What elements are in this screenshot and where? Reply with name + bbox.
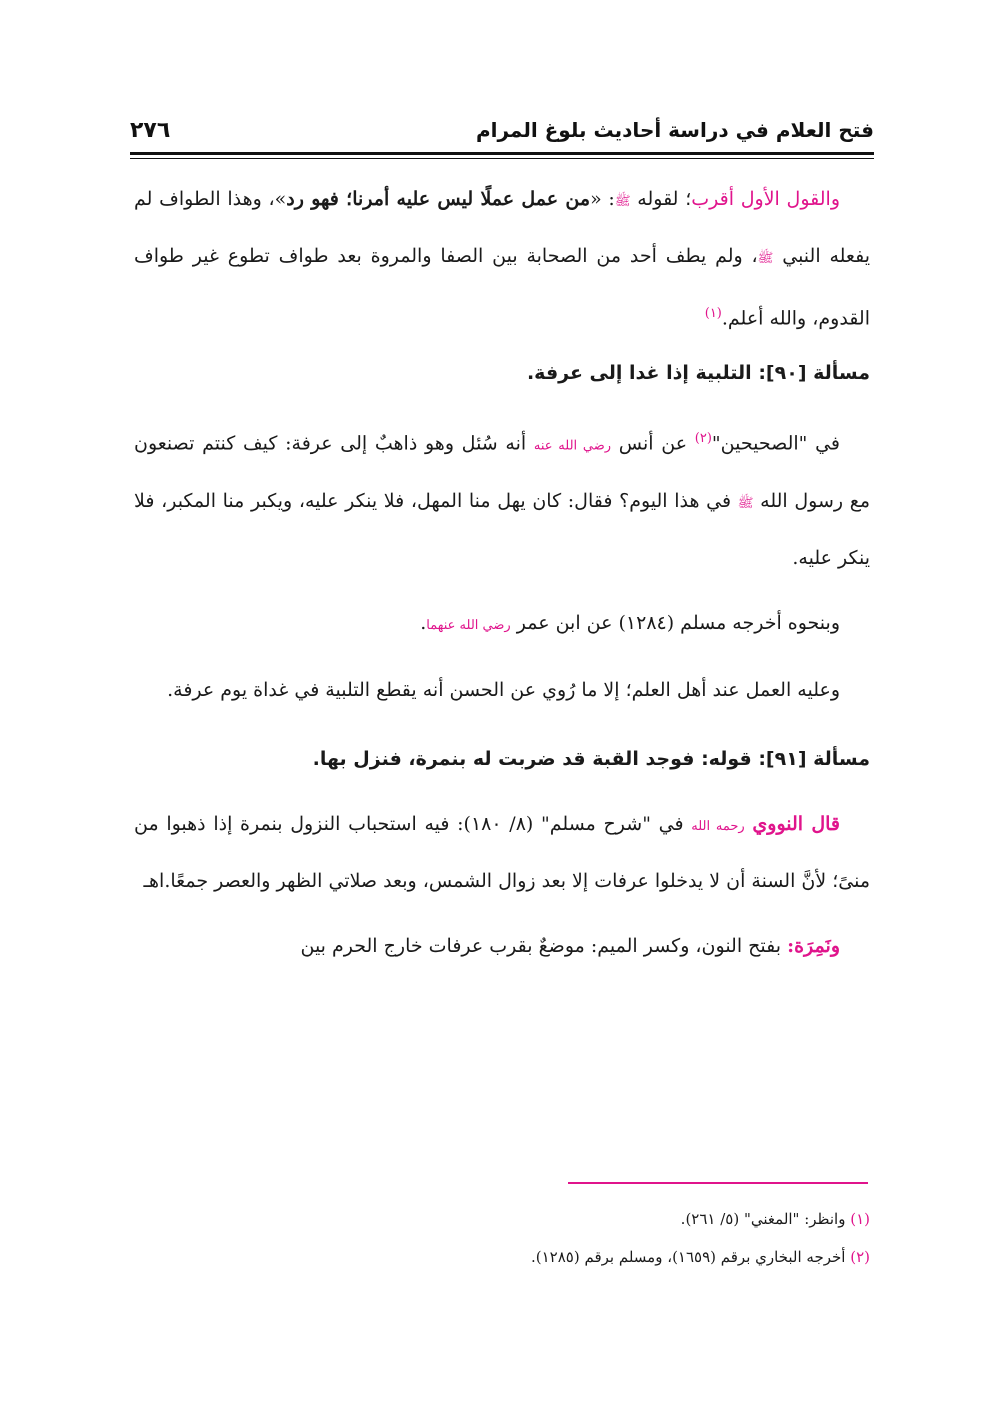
text-run: في هذا اليوم؟ فقال: كان يهل منا المهل، فلا ينكر عليه، ويكبر منا المكبر، فلا ينكر عليه. <box>134 489 870 569</box>
text-run: في "شرح مسلم" (٨/ ١٨٠): فيه استحباب النزول بنمرة إذا ذهبوا من منىً؛ لأنَّ السنة أن لا يدخلوا عرفات إلا بعد زوال الشمس، وبعد صلاتي الظهر والعصر جمعًا.اهـ <box>134 812 870 892</box>
header-rule-thick <box>130 152 874 155</box>
salawat-glyph: ﷺ <box>737 495 754 511</box>
text-run: أنه سُئل وهو ذاهبٌ إلى عرفة: كيف كنتم تصنعون مع رسول الله <box>134 432 870 512</box>
issue-title: التلبية إذا غدا إلى عرفة. <box>526 362 759 385</box>
running-header <box>130 112 874 152</box>
footnote-number: (٢) <box>850 1248 870 1266</box>
text-run: ؛ لقوله <box>630 188 692 210</box>
issue-label: مسألة [٩٠]: <box>758 362 870 385</box>
paragraph-5 <box>134 797 870 909</box>
paragraph-1 <box>134 172 870 346</box>
footnote-rule <box>568 1182 868 1184</box>
salawat-glyph: ﷺ <box>757 251 774 266</box>
text-run: بفتح النون، وكسر الميم: موضعٌ بقرب عرفات خارج الحرم بين <box>300 934 788 957</box>
footnote-number: (١) <box>850 1210 870 1228</box>
issue-heading-90 <box>134 346 870 401</box>
text-run: »، وهذا الطواف لم يفعله النبي <box>134 188 870 267</box>
opinion-lead: والقول الأول أقرب <box>691 188 841 210</box>
issue-heading-91 <box>134 732 870 787</box>
scholar-name: قال النووي <box>752 812 841 835</box>
text-run: . <box>420 611 427 634</box>
footnote-text: وانظر: "المغني" (٥/ ٢٦١). <box>680 1210 851 1228</box>
paragraph-3 <box>134 596 870 653</box>
radiallahu-glyph: رضي الله عنه <box>533 438 612 454</box>
text-run: وبنحوه أخرجه مسلم (١٢٨٤) عن ابن عمر <box>510 611 840 634</box>
issue-label: مسألة [٩١]: <box>758 747 870 770</box>
footnote-ref-1[interactable]: (١) <box>704 306 722 321</box>
page-number: ٢٧٦ <box>130 118 171 143</box>
issue-title: قوله: فوجد القبة قد ضربت له بنمرة، فنزل بها. <box>312 747 759 770</box>
footnote-1 <box>134 1200 870 1238</box>
paragraph-4: وعليه العمل عند أهل العلم؛ إلا ما رُوي عن الحسن أنه يقطع التلبية في غداة يوم عرفة. <box>167 678 840 701</box>
footnotes <box>134 1200 870 1276</box>
footnote-2 <box>134 1238 870 1276</box>
text-run: عن أنس <box>611 432 695 455</box>
term-lead: ونَمِرَة: <box>787 934 840 957</box>
footnote-text: أخرجه البخاري برقم (١٦٥٩)، ومسلم برقم (١٢٨٥). <box>531 1248 851 1266</box>
footnote-ref-2[interactable]: (٢) <box>694 431 712 447</box>
salawat-glyph: ﷺ <box>614 194 631 209</box>
page-body <box>134 172 870 974</box>
paragraph-2 <box>134 411 870 585</box>
radiallahu-glyph: رضي الله عنهما <box>426 617 511 633</box>
book-title: فتح العلام في دراسة أحاديث بلوغ المرام <box>475 118 874 142</box>
paragraph-6 <box>134 919 870 974</box>
rahimahullah-glyph: رحمه الله <box>691 818 745 834</box>
text-run: في "الصحيحين" <box>711 432 840 455</box>
hadith-quote: من عمل عملًا ليس عليه أمرنا؛ فهو رد <box>286 188 591 210</box>
text-run: : « <box>590 188 615 210</box>
text-run: ، ولم يطف أحد من الصحابة بين الصفا والمروة بعد طواف تطوع غير طواف القدوم، والله أعلم. <box>134 245 870 330</box>
header-rule-thin <box>130 158 874 159</box>
